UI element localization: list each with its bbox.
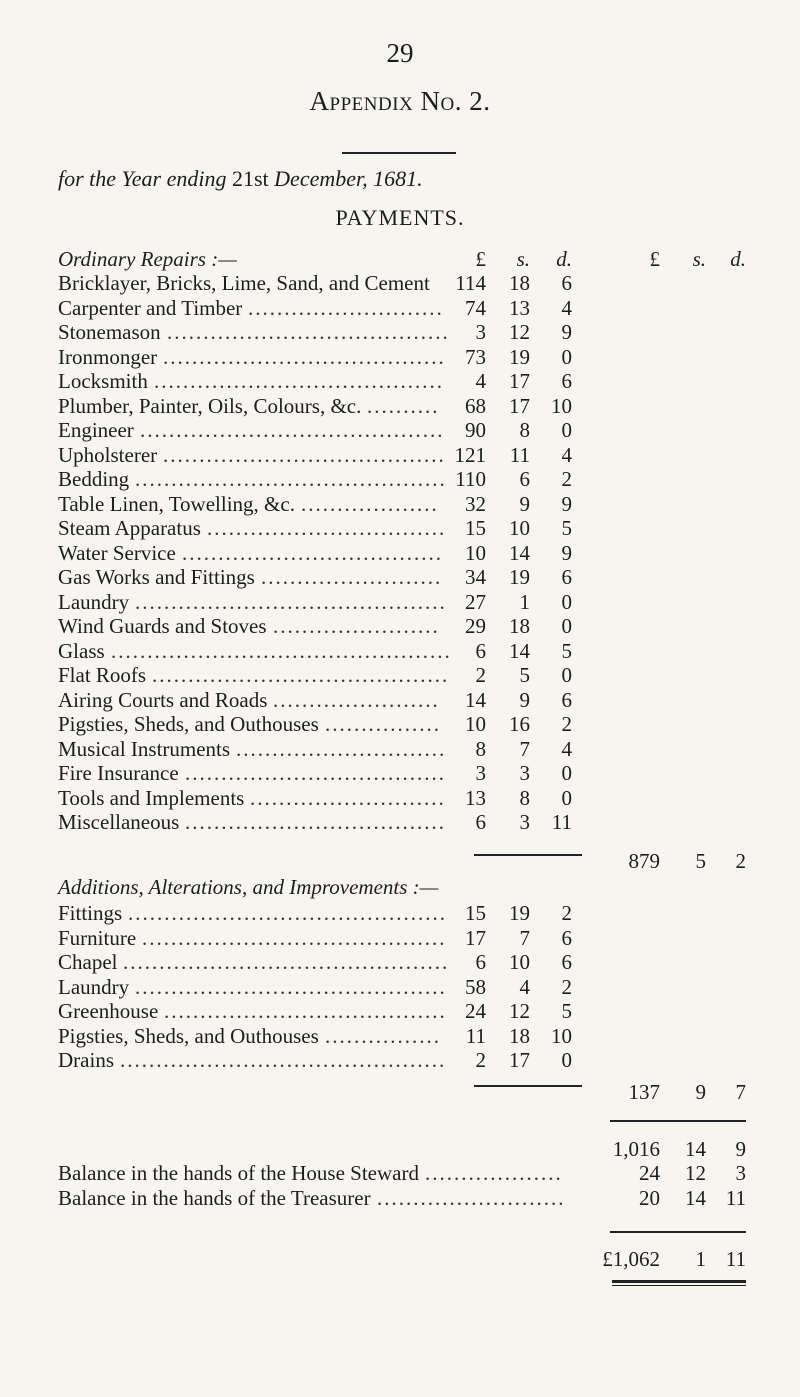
- leader-dots: .......................................: [167, 320, 450, 344]
- row-l-value: 2: [475, 1048, 486, 1072]
- col-pence: d.: [556, 247, 572, 271]
- row-d-value: 6: [561, 369, 572, 393]
- leader-dots: .................................: [207, 516, 447, 540]
- ordinary-heading: Ordinary Repairs :—: [58, 247, 237, 271]
- row-label: Drains: [58, 1048, 114, 1072]
- row-label: Bricklayer, Bricks, Lime, Sand, and Cement: [58, 271, 430, 295]
- row-d-value: 10: [551, 1023, 572, 1048]
- row-s-value: 14: [509, 540, 530, 565]
- row-s-value: 18: [509, 1023, 530, 1048]
- col-pounds-total: £: [649, 247, 660, 271]
- grand-total-shillings: 1: [695, 1247, 706, 1271]
- row-d-value: 5: [561, 638, 572, 663]
- row-l-value: 10: [465, 712, 486, 736]
- ordinary-header-row: [0, 246, 800, 272]
- table-row: [0, 785, 800, 811]
- row-s-value: 19: [509, 565, 530, 589]
- row-s-value: 16: [509, 712, 530, 736]
- row-d-value: 0: [561, 418, 572, 442]
- ordinary-total-row: [0, 848, 800, 874]
- row-label: Stonemason: [58, 320, 161, 344]
- row-s-value: 19: [509, 901, 530, 925]
- leader-dots: ....................................: [185, 761, 446, 785]
- row-d-value: 6: [561, 565, 572, 589]
- table-row: [0, 998, 800, 1024]
- ordinary-total-pence: 2: [735, 849, 746, 873]
- row-label: Laundry: [58, 974, 130, 999]
- table-row: [0, 344, 800, 370]
- leader-dots: ..........................................: [142, 925, 447, 950]
- leader-dots: ...............................................: [111, 638, 452, 663]
- row-l-value: 14: [465, 687, 486, 712]
- row-label: Pigsties, Sheds, and Outhouses: [58, 712, 319, 736]
- table-row: [0, 925, 800, 951]
- row-l-value: 15: [465, 901, 486, 925]
- row-label: Chapel: [58, 950, 118, 974]
- row-s-value: 3: [519, 810, 530, 834]
- row-s-value: 3: [519, 761, 530, 785]
- subtotal-pounds: 1,016: [612, 1137, 660, 1161]
- additions-total-pence: 7: [735, 1080, 746, 1104]
- row-l-value: 74: [465, 295, 486, 320]
- appendix-title: Appendix No. 2.: [309, 86, 491, 116]
- title-rule: [342, 152, 456, 154]
- row-l-value: 6: [475, 950, 486, 974]
- row-l-value: 34: [465, 565, 486, 589]
- row-l-value: 24: [639, 1161, 660, 1185]
- row-d-value: 5: [561, 999, 572, 1023]
- table-row: [0, 466, 800, 492]
- row-s-value: 7: [519, 736, 530, 761]
- leader-dots: .......................: [273, 687, 440, 712]
- row-d-value: 4: [561, 295, 572, 320]
- row-label: Pigsties, Sheds, and Outhouses: [58, 1023, 319, 1048]
- grand-total-rule-bottom-2: [612, 1285, 746, 1286]
- row-l-value: 27: [465, 589, 486, 614]
- subtitle: for the Year ending 21st December, 1681.: [58, 166, 423, 191]
- grand-total-rule-top: [610, 1231, 746, 1233]
- leader-dots: .......................: [273, 614, 440, 638]
- table-row: [0, 1023, 800, 1049]
- table-row: [0, 974, 800, 1000]
- leader-dots: ...........................................: [135, 467, 447, 491]
- row-label: Fittings: [58, 901, 123, 925]
- row-d-value: 5: [561, 516, 572, 540]
- leader-dots: .........................................: [152, 663, 450, 687]
- row-d-value: 11: [725, 1185, 746, 1210]
- row-l-value: 11: [465, 1023, 486, 1048]
- row-label: Carpenter and Timber: [58, 295, 243, 320]
- table-row: [0, 711, 800, 737]
- subtotal-shillings: 14: [685, 1137, 706, 1161]
- row-label: Airing Courts and Roads: [58, 687, 268, 712]
- row-s-value: 19: [509, 344, 530, 369]
- table-row: [0, 1185, 800, 1211]
- row-label: Glass: [58, 638, 105, 663]
- leader-dots: ....................................: [182, 540, 443, 565]
- row-l-value: 6: [475, 638, 486, 663]
- leader-dots: ..........: [367, 393, 440, 418]
- row-l-value: 121: [454, 442, 486, 467]
- leader-dots: ..........................: [377, 1185, 566, 1210]
- table-row: [0, 442, 800, 468]
- leader-dots: .......................................: [164, 999, 447, 1023]
- row-s-value: 10: [509, 950, 530, 974]
- table-row: [0, 1160, 800, 1186]
- row-d-value: 0: [561, 589, 572, 614]
- row-l-value: 4: [475, 369, 486, 393]
- leader-dots: .........................: [261, 565, 443, 589]
- col-pence-total: d.: [730, 247, 746, 271]
- table-row: [0, 270, 800, 296]
- row-d-value: 11: [551, 810, 572, 834]
- row-label: Flat Roofs: [58, 663, 147, 687]
- row-d-value: 3: [735, 1161, 746, 1185]
- subtotal-row: [0, 1136, 800, 1162]
- row-l-value: 13: [465, 785, 486, 810]
- row-d-value: 0: [561, 1048, 572, 1072]
- row-label: Ironmonger: [58, 344, 158, 369]
- row-label: Tools and Implements: [58, 785, 245, 810]
- row-label: Balance in the hands of the House Steward: [58, 1161, 419, 1185]
- row-l-value: 29: [465, 614, 486, 638]
- row-label: Greenhouse: [58, 999, 159, 1023]
- row-d-value: 0: [561, 344, 572, 369]
- row-s-value: 1: [519, 589, 530, 614]
- row-d-value: 6: [561, 925, 572, 950]
- table-row: [0, 613, 800, 639]
- row-d-value: 0: [561, 785, 572, 810]
- leader-dots: .......................................: [163, 344, 446, 369]
- row-s-value: 14: [509, 638, 530, 663]
- row-l-value: 114: [455, 271, 486, 295]
- leader-dots: .......................................: [163, 442, 446, 467]
- leader-dots: .............................: [236, 736, 447, 761]
- additions-header-row: [0, 874, 800, 900]
- row-l-value: 6: [475, 810, 486, 834]
- leader-dots: .............................................: [120, 1048, 447, 1072]
- row-d-value: 9: [561, 491, 572, 516]
- row-l-value: 32: [465, 491, 486, 516]
- table-row: [0, 1047, 800, 1073]
- table-row: [0, 295, 800, 321]
- additions-total-row: [0, 1079, 800, 1105]
- leader-dots: ...........................: [248, 295, 444, 320]
- leader-dots: ....................................: [185, 810, 446, 834]
- col-shillings: s.: [516, 247, 530, 271]
- table-row: [0, 515, 800, 541]
- row-s-value: 12: [685, 1161, 706, 1185]
- grand-total-rule-bottom-1: [612, 1280, 746, 1283]
- row-label: Laundry: [58, 589, 130, 614]
- additions-total-pounds: 137: [628, 1080, 660, 1104]
- row-l-value: 20: [639, 1185, 660, 1210]
- col-pounds: £: [475, 247, 486, 271]
- row-l-value: 2: [475, 663, 486, 687]
- row-s-value: 12: [509, 999, 530, 1023]
- row-s-value: 17: [509, 1048, 530, 1072]
- leader-dots: ...................: [301, 491, 439, 516]
- leader-dots: ...........................................: [135, 589, 447, 614]
- row-s-value: 11: [509, 442, 530, 467]
- table-row: [0, 540, 800, 566]
- table-row: [0, 417, 800, 443]
- row-label: Gas Works and Fittings: [58, 565, 255, 589]
- row-s-value: 5: [519, 663, 530, 687]
- row-l-value: 15: [465, 516, 486, 540]
- leader-dots: ................: [325, 712, 441, 736]
- row-s-value: 9: [519, 687, 530, 712]
- row-label: Wind Guards and Stoves: [58, 614, 267, 638]
- row-s-value: 17: [509, 369, 530, 393]
- table-row: [0, 393, 800, 419]
- additions-total-shillings: 9: [695, 1080, 706, 1104]
- row-l-value: 68: [465, 393, 486, 418]
- row-l-value: 110: [455, 467, 486, 491]
- table-row: [0, 491, 800, 517]
- section-title: PAYMENTS.: [335, 205, 465, 230]
- col-shillings-total: s.: [692, 247, 706, 271]
- row-s-value: 14: [685, 1185, 706, 1210]
- subtotal-rule: [610, 1120, 746, 1122]
- row-d-value: 2: [561, 974, 572, 999]
- table-row: [0, 760, 800, 786]
- row-d-value: 0: [561, 614, 572, 638]
- row-label: Engineer: [58, 418, 134, 442]
- row-s-value: 13: [509, 295, 530, 320]
- row-label: Furniture: [58, 925, 137, 950]
- leader-dots: ...........................: [250, 785, 446, 810]
- row-s-value: 18: [509, 271, 530, 295]
- row-l-value: 73: [465, 344, 486, 369]
- row-s-value: 10: [509, 516, 530, 540]
- row-label: Plumber, Painter, Oils, Colours, &c.: [58, 393, 362, 418]
- row-d-value: 6: [561, 271, 572, 295]
- table-row: [0, 319, 800, 345]
- row-s-value: 4: [519, 974, 530, 999]
- table-row: [0, 368, 800, 394]
- row-l-value: 58: [465, 974, 486, 999]
- row-d-value: 2: [561, 901, 572, 925]
- row-d-value: 6: [561, 950, 572, 974]
- row-d-value: 4: [561, 736, 572, 761]
- leader-dots: ...........................................: [135, 974, 447, 999]
- ordinary-total-pounds: 879: [628, 849, 660, 873]
- row-label: Steam Apparatus: [58, 516, 201, 540]
- table-row: [0, 809, 800, 835]
- row-label: Upholsterer: [58, 442, 158, 467]
- row-label: Balance in the hands of the Treasurer: [58, 1185, 371, 1210]
- grand-total-row: [0, 1246, 800, 1272]
- table-row: [0, 564, 800, 590]
- leader-dots: ............................................: [128, 901, 447, 925]
- row-l-value: 17: [465, 925, 486, 950]
- row-d-value: 9: [561, 320, 572, 344]
- row-d-value: 0: [561, 663, 572, 687]
- table-row: [0, 900, 800, 926]
- table-row: [0, 687, 800, 713]
- row-label: Table Linen, Towelling, &c.: [58, 491, 295, 516]
- table-row: [0, 736, 800, 762]
- row-d-value: 10: [551, 393, 572, 418]
- grand-total-pence: 11: [725, 1247, 746, 1271]
- row-s-value: 8: [519, 418, 530, 442]
- row-d-value: 6: [561, 687, 572, 712]
- grand-total-pounds: £1,062: [602, 1247, 660, 1271]
- table-row: [0, 949, 800, 975]
- ordinary-total-shillings: 5: [695, 849, 706, 873]
- row-label: Musical Instruments: [58, 736, 231, 761]
- row-d-value: 4: [561, 442, 572, 467]
- row-d-value: 2: [561, 467, 572, 491]
- leader-dots: ..........................................: [140, 418, 445, 442]
- row-s-value: 18: [509, 614, 530, 638]
- table-row: [0, 662, 800, 688]
- row-l-value: 8: [475, 736, 486, 761]
- page-number: 29: [386, 38, 414, 68]
- row-s-value: 12: [509, 320, 530, 344]
- row-label: Bedding: [58, 467, 130, 491]
- row-label: Fire Insurance: [58, 761, 179, 785]
- row-d-value: 9: [561, 540, 572, 565]
- row-label: Miscellaneous: [58, 810, 180, 834]
- leader-dots: ........................................: [154, 369, 444, 393]
- row-label: Water Service: [58, 540, 176, 565]
- row-s-value: 7: [519, 925, 530, 950]
- row-l-value: 90: [465, 418, 486, 442]
- leader-dots: ...................: [425, 1161, 563, 1185]
- row-label: Locksmith: [58, 369, 148, 393]
- table-row: [0, 589, 800, 615]
- row-l-value: 24: [465, 999, 486, 1023]
- row-l-value: 3: [475, 761, 486, 785]
- row-s-value: 8: [519, 785, 530, 810]
- additions-heading: Additions, Alterations, and Improvements :—: [58, 875, 439, 899]
- row-d-value: 0: [561, 761, 572, 785]
- row-d-value: 2: [561, 712, 572, 736]
- row-l-value: 10: [465, 540, 486, 565]
- row-s-value: 6: [519, 467, 530, 491]
- leader-dots: .............................................: [123, 950, 450, 974]
- row-s-value: 17: [509, 393, 530, 418]
- row-s-value: 9: [519, 491, 530, 516]
- row-l-value: 3: [475, 320, 486, 344]
- subtotal-pence: 9: [735, 1137, 746, 1161]
- leader-dots: ................: [325, 1023, 441, 1048]
- table-row: [0, 638, 800, 664]
